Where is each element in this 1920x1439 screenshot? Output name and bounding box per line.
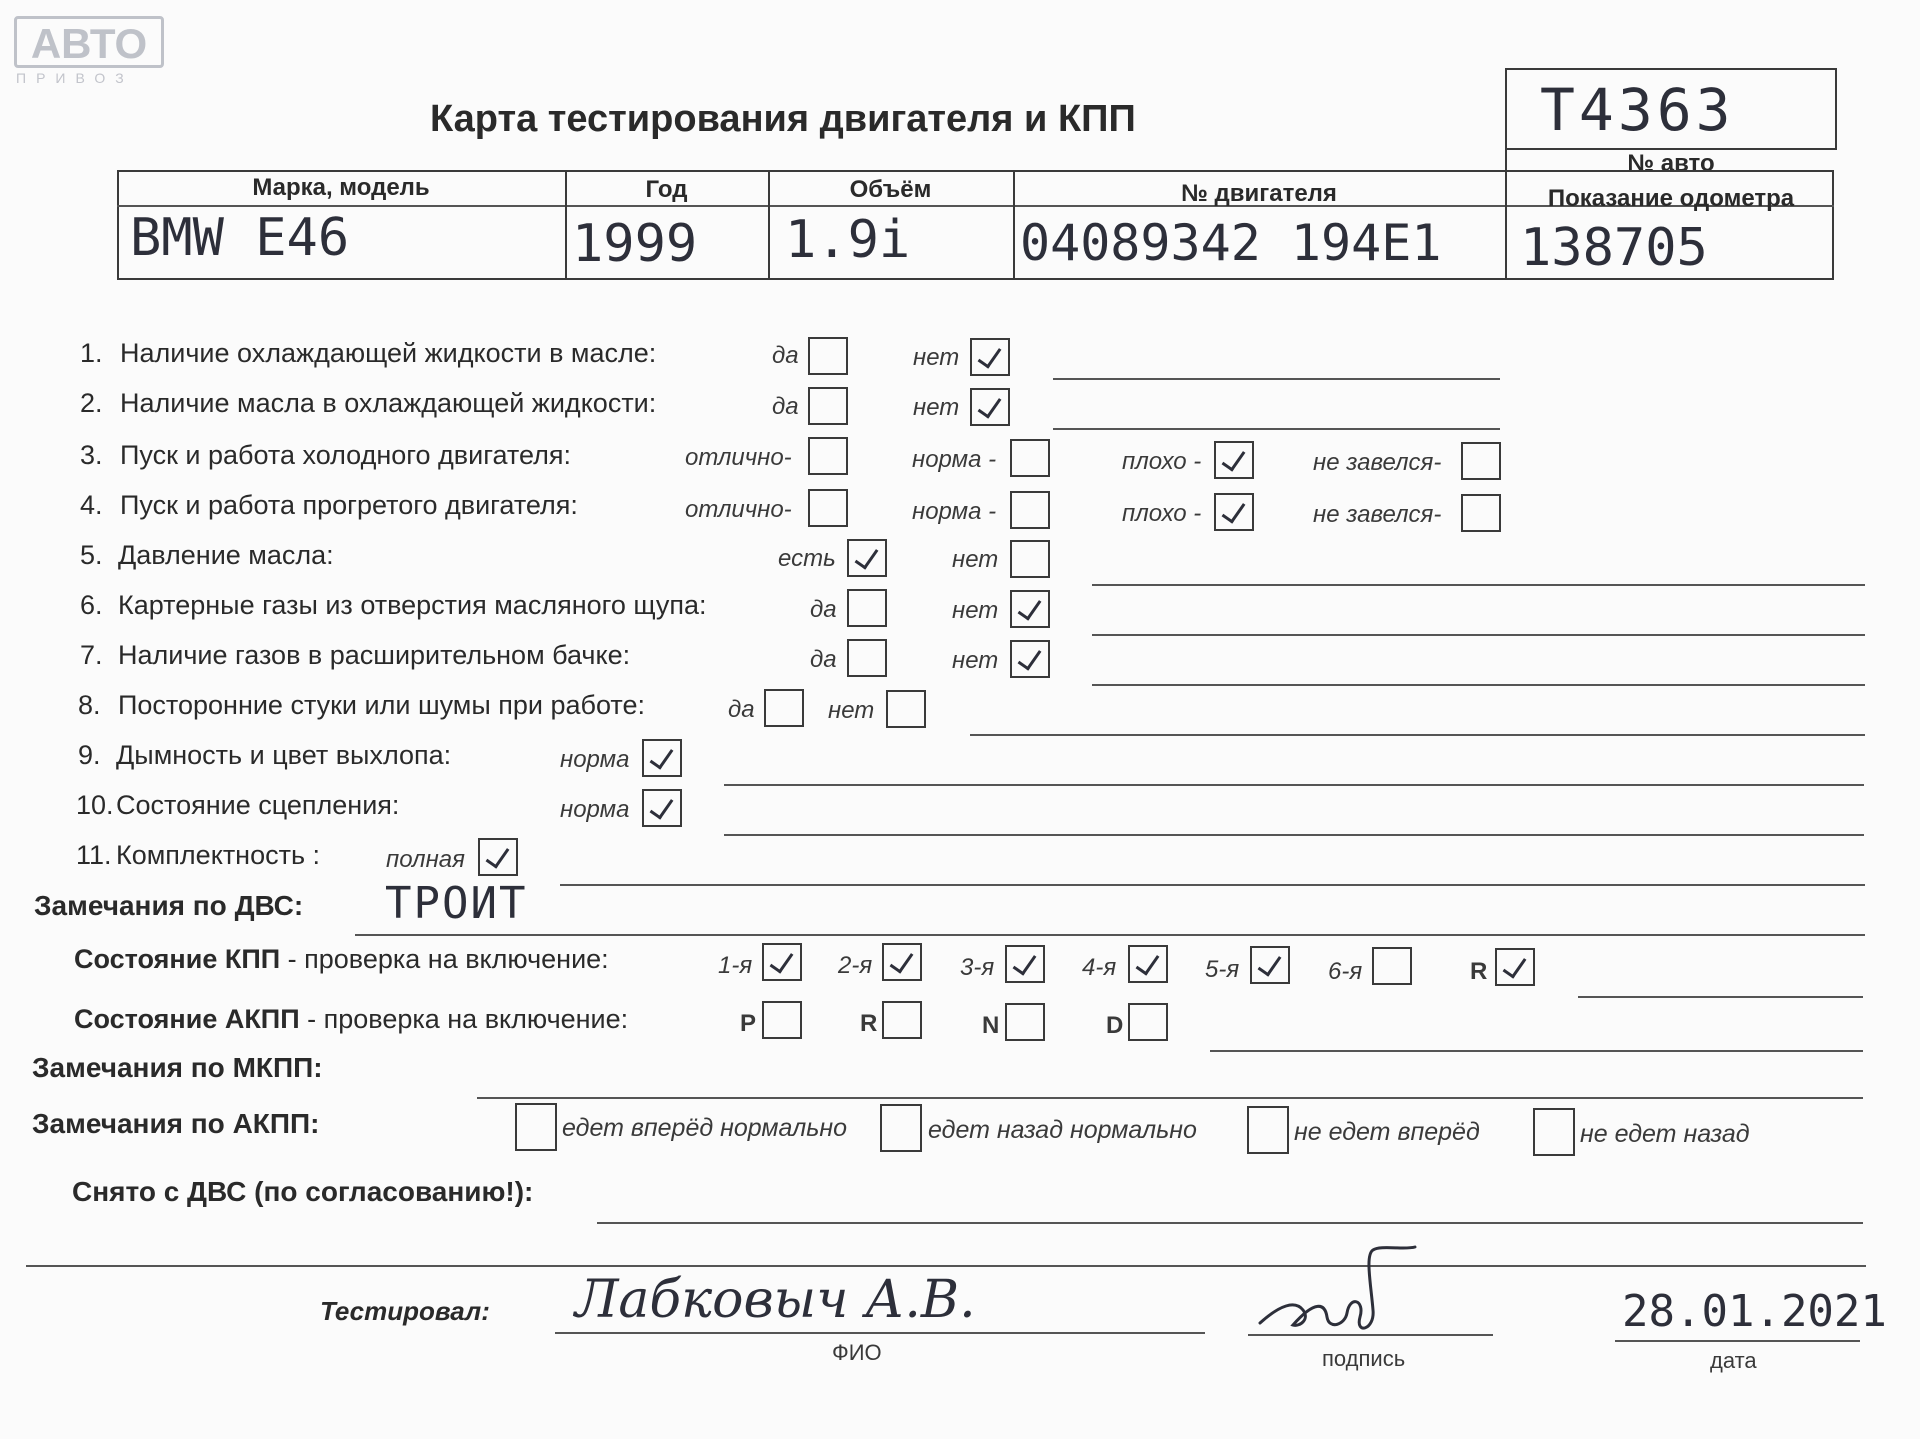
question-text: Пуск и работа прогретого двигателя: — [120, 490, 578, 520]
signature-caption: подпись — [1322, 1346, 1406, 1371]
question-number: 9. — [78, 740, 101, 770]
akpp-remarks-label: Замечания по АКПП: — [32, 1108, 320, 1139]
gear-label: 4-я — [1082, 954, 1117, 981]
checkbox-checked[interactable] — [642, 739, 682, 777]
akpp-option-label: едет вперёд нормально — [562, 1114, 848, 1142]
note-line[interactable] — [1092, 634, 1865, 636]
date-line[interactable] — [1615, 1340, 1860, 1342]
logo: АВТО — [14, 16, 164, 68]
checkbox[interactable] — [1010, 540, 1050, 578]
checkbox-checked[interactable] — [478, 838, 518, 876]
auto-gearbox-label-bold: Состояние АКПП — [74, 1004, 300, 1034]
akpp-option-checkbox[interactable] — [515, 1103, 557, 1151]
auto-gearbox-label — [74, 1004, 628, 1035]
header-label-volume: Объём — [849, 176, 932, 203]
question-text: Посторонние стуки или шумы при работе: — [118, 690, 645, 720]
car-number-value: T4363 — [1540, 76, 1735, 144]
page-title: Карта тестирования двигателя и КПП — [430, 98, 1136, 140]
note-line[interactable] — [1053, 378, 1500, 380]
auto-gearbox-label-rest: - проверка на включение: — [299, 1004, 629, 1034]
question-number: 2. — [80, 388, 103, 418]
signature-line[interactable] — [1248, 1334, 1493, 1336]
gear-checkbox-checked[interactable] — [1495, 948, 1535, 986]
akpp-option-label: едет назад нормально — [928, 1116, 1197, 1144]
question-number: 4. — [80, 490, 103, 520]
question-number: 10. — [76, 790, 114, 820]
date-value: 28.01.2021 — [1622, 1286, 1887, 1337]
gear-label: 5-я — [1205, 956, 1240, 983]
question-number: 1. — [80, 338, 103, 368]
question-text: Состояние сцепления: — [116, 790, 400, 820]
header-label-model: Марка, модель — [252, 174, 430, 201]
mkpp-remarks-label: Замечания по МКПП: — [32, 1052, 323, 1083]
engine-remarks-line[interactable] — [355, 934, 1865, 936]
position-label: P — [740, 1010, 757, 1037]
question-text: Наличие газов в расширительном бачке: — [118, 640, 631, 670]
header-value-year: 1999 — [572, 214, 698, 274]
mkpp-remarks-line[interactable] — [477, 1097, 1863, 1099]
question-text: Картерные газы из отверстия масляного щупа: — [118, 590, 707, 620]
logo-subtitle: ПРИВОЗ — [16, 70, 134, 86]
position-checkbox[interactable] — [1128, 1003, 1168, 1041]
option-label: да — [810, 596, 837, 623]
question-text: Давление масла: — [118, 540, 334, 570]
position-label: N — [982, 1012, 1000, 1039]
gear-label: 3-я — [960, 954, 995, 981]
akpp-option-label: не едет назад — [1580, 1120, 1750, 1148]
gear-label: 1-я — [718, 952, 753, 979]
question-number: 11. — [76, 840, 112, 870]
option-label: норма — [560, 796, 630, 823]
note-line[interactable] — [1092, 684, 1865, 686]
checkbox-checked[interactable] — [970, 338, 1010, 376]
option-label: отлично- — [685, 444, 792, 471]
akpp-option-checkbox[interactable] — [1247, 1106, 1289, 1154]
option-label: нет — [828, 697, 875, 724]
position-checkbox[interactable] — [882, 1001, 922, 1039]
question-text: Комплектность : — [116, 840, 321, 870]
checkbox[interactable] — [808, 437, 848, 475]
checkbox[interactable] — [764, 689, 804, 727]
header-value-volume: 1.9i — [785, 210, 911, 270]
checkbox[interactable] — [808, 387, 848, 425]
checkbox-checked[interactable] — [847, 539, 887, 577]
option-label: нет — [952, 597, 999, 624]
question-text: Наличие масла в охлаждающей жидкости: — [120, 388, 657, 418]
question-text: Наличие охлаждающей жидкости в масле: — [120, 338, 657, 368]
manual-gearbox-label — [74, 944, 609, 975]
manual-gearbox-label-rest: - проверка на включение: — [280, 944, 609, 974]
name-line[interactable] — [555, 1332, 1205, 1334]
checkbox[interactable] — [808, 489, 848, 527]
header-value-model: BMW E46 — [130, 208, 350, 268]
question-number: 6. — [80, 590, 103, 620]
option-label: нет — [952, 647, 999, 674]
checkbox-checked[interactable] — [1214, 493, 1254, 531]
option-label: плохо - — [1122, 448, 1202, 475]
note-line[interactable] — [724, 834, 1864, 836]
removed-line[interactable] — [597, 1222, 1863, 1224]
checkbox-checked[interactable] — [970, 388, 1010, 426]
position-checkbox[interactable] — [762, 1001, 802, 1039]
engine-remarks-value: ТРОИТ — [385, 878, 528, 929]
option-label: плохо - — [1122, 500, 1202, 527]
option-label: не завелся- — [1313, 449, 1442, 476]
note-line[interactable] — [970, 734, 1865, 736]
akpp-option-checkbox[interactable] — [1533, 1108, 1575, 1156]
option-label: отлично- — [685, 496, 792, 523]
checkbox[interactable] — [1010, 491, 1050, 529]
header-value-odometer: 138705 — [1520, 218, 1708, 278]
position-checkbox[interactable] — [1005, 1003, 1045, 1041]
manual-gearbox-label-bold: Состояние КПП — [74, 944, 281, 974]
option-label: нет — [913, 344, 960, 371]
checkbox[interactable] — [808, 337, 848, 375]
question-text: Дымность и цвет выхлопа: — [116, 740, 452, 770]
option-label: да — [772, 393, 799, 420]
note-line[interactable] — [560, 884, 1865, 886]
gear-label: R — [1470, 958, 1488, 985]
note-line[interactable] — [724, 784, 1864, 786]
car-number-label: № авто — [1627, 150, 1715, 177]
checkbox-checked[interactable] — [642, 789, 682, 827]
gear-checkbox-checked[interactable] — [1005, 945, 1045, 983]
checkbox[interactable] — [886, 690, 926, 728]
question-number: 3. — [80, 440, 103, 470]
option-label: норма - — [912, 446, 997, 473]
option-label: полная — [386, 846, 465, 873]
question-number: 7. — [80, 640, 103, 670]
checkbox[interactable] — [847, 589, 887, 627]
engine-remarks-label: Замечания по ДВС: — [34, 890, 304, 921]
gear-checkbox-checked[interactable] — [882, 943, 922, 981]
note-line[interactable] — [1210, 1050, 1863, 1052]
tester-name-value: Лабковыч А.В. — [575, 1270, 976, 1330]
position-label: D — [1106, 1012, 1124, 1039]
option-label: норма — [560, 746, 630, 773]
option-label: не завелся- — [1313, 501, 1442, 528]
note-line[interactable] — [1092, 584, 1865, 586]
akpp-option-checkbox[interactable] — [880, 1104, 922, 1152]
checkbox-checked[interactable] — [1010, 640, 1050, 678]
position-label: R — [860, 1010, 878, 1037]
header-label-engine-number: № двигателя — [1181, 180, 1337, 207]
option-label: нет — [913, 394, 960, 421]
gear-label: 2-я — [838, 952, 873, 979]
checkbox[interactable] — [1461, 442, 1501, 480]
checkbox[interactable] — [1010, 439, 1050, 477]
checkbox[interactable] — [847, 639, 887, 677]
header-col-divider — [1505, 150, 1507, 280]
question-text: Пуск и работа холодного двигателя: — [120, 440, 571, 470]
name-caption: ФИО — [832, 1340, 882, 1365]
header-label-odometer: Показание одометра — [1547, 185, 1795, 212]
date-caption: дата — [1710, 1348, 1757, 1373]
footer-separator — [26, 1265, 1866, 1267]
option-label: норма - — [912, 498, 997, 525]
header-label-year: Год — [645, 176, 688, 203]
header-value-engine-number: 04089342 194E1 — [1020, 214, 1442, 272]
gear-checkbox-checked[interactable] — [1128, 945, 1168, 983]
option-label: нет — [952, 546, 999, 573]
gear-label: 6-я — [1328, 958, 1363, 985]
akpp-option-label: не едет вперёд — [1294, 1118, 1480, 1146]
note-line[interactable] — [1578, 996, 1863, 998]
tested-label: Тестировал: — [320, 1296, 490, 1326]
option-label: да — [728, 696, 755, 723]
gear-checkbox-checked[interactable] — [762, 943, 802, 981]
question-number: 5. — [80, 540, 103, 570]
note-line[interactable] — [1053, 428, 1500, 430]
checkbox-checked[interactable] — [1010, 590, 1050, 628]
signature-image — [1255, 1245, 1420, 1340]
checkbox[interactable] — [1461, 494, 1501, 532]
removed-label: Снято с ДВС (по согласованию!): — [72, 1176, 534, 1207]
option-label: есть — [778, 545, 836, 572]
option-label: да — [810, 646, 837, 673]
question-number: 8. — [78, 690, 101, 720]
checkbox-checked[interactable] — [1214, 441, 1254, 479]
option-label: да — [772, 342, 799, 369]
gear-checkbox-checked[interactable] — [1250, 946, 1290, 984]
gear-checkbox[interactable] — [1372, 947, 1412, 985]
